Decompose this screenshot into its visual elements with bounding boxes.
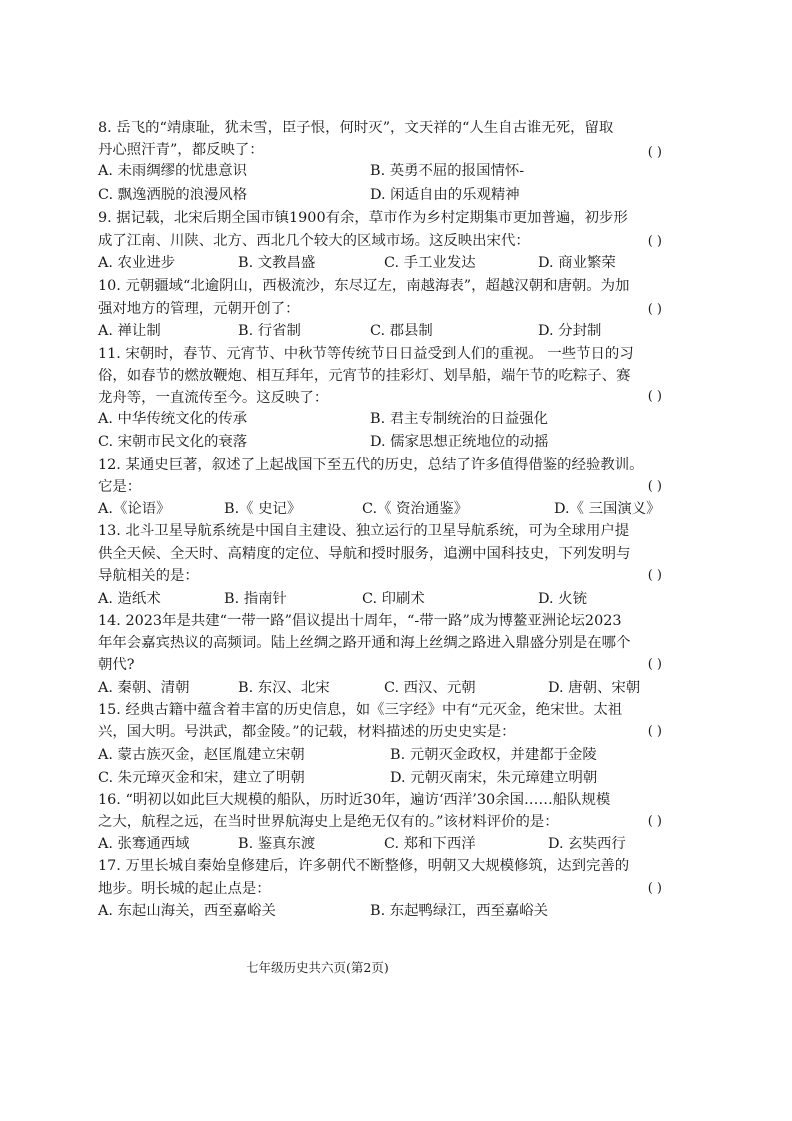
option-c: C. 郡县制 — [370, 323, 433, 339]
answer-parentheses: ( ) — [647, 302, 662, 317]
option-c: C. 手工业发达 — [384, 255, 476, 271]
option-a: A.《论语》 — [98, 501, 171, 517]
option-a: A. 张骞通西域 — [98, 836, 190, 852]
option-a: A. 东起山海关，西至嘉峪关 — [98, 903, 276, 919]
question-text-line: 之大，航程之远，在当时世界航海史上是绝无仅有的。”该材料评价的是： — [98, 814, 559, 830]
option-a: A. 中华传统文化的传承 — [98, 411, 248, 427]
question-text-line: 俗，如春节的燃放鞭炮、相互拜年，元宵节的挂彩灯、划旱船，端午节的吃粽子、赛 — [98, 368, 631, 384]
question-text-line: 17. 万里长城自秦始皇修建后，许多朝代不断整修，明朝又大规模修筑，达到完善的 — [98, 858, 630, 874]
question-text-line: 16. “明初以如此巨大规模的船队，历时近30年，遍访‘西洋’30余国……船队规模 — [98, 792, 611, 808]
option-d: D.《 三国演义》 — [554, 501, 661, 517]
option-c: C. 宋朝市民文化的衰落 — [98, 434, 248, 450]
option-c: C. 印刷术 — [362, 591, 425, 607]
option-a: A. 未雨绸缪的忧患意识 — [98, 163, 248, 179]
answer-parentheses: ( ) — [647, 234, 662, 249]
option-c: C. 朱元璋灭金和宋，建立了明朝 — [98, 770, 305, 786]
question-text-line: 朝代? — [98, 657, 135, 673]
question-text-line: 兴，国大明。号洪武，都金陵。”的记载，材料描述的历史史实是： — [98, 724, 516, 740]
option-b: B. 东起鸭绿江，西至嘉峪关 — [370, 903, 549, 919]
option-b: B. 鉴真东渡 — [238, 836, 316, 852]
option-b: B. 君主专制统治的日益强化 — [370, 411, 549, 427]
question-text-line: 14. 2023年是共建“一带一路”倡议提出十周年，“-带一路”成为博鳌亚洲论坛2023 — [98, 613, 622, 629]
question-text-line: 10. 元朝疆域“北逾阴山，西极流沙，东尽辽左，南越海表”，超越汉朝和唐朝。为加 — [98, 278, 630, 294]
question-text-line: 年年会嘉宾热议的高频词。陆上丝绸之路开通和海上丝绸之路进入鼎盛分别是在哪个 — [98, 635, 631, 651]
question-text-line: 13. 北斗卫星导航系统是中国自主建设、独立运行的卫星导航系统，可为全球用户提 — [98, 523, 630, 539]
option-d: D. 玄奘西行 — [548, 836, 626, 852]
question-text-line: 9. 据记载，北宋后期全国市镇1900有余，草市作为乡村定期集市更加普遍，初步形 — [98, 210, 628, 226]
option-d: D. 分封制 — [538, 323, 602, 339]
option-c: C. 西汉、元朝 — [384, 680, 476, 696]
question-text-line: 丹心照汗青”，都反映了： — [98, 142, 264, 158]
question-text-line: 地步。明长城的起止点是： — [98, 881, 271, 897]
option-d: D. 唐朝、宋朝 — [548, 680, 641, 696]
answer-parentheses: ( ) — [647, 657, 662, 672]
question-text-line: 供全天候、全天时、高精度的定位、导航和授时服务，追溯中国科技史，下列发明与 — [98, 546, 631, 562]
option-d: D. 闲适自由的乐观精神 — [370, 187, 520, 203]
option-a: A. 蒙古族灭金，赵匡胤建立宋朝 — [98, 747, 305, 763]
option-b: B. 行省制 — [238, 323, 301, 339]
answer-parentheses: ( ) — [647, 145, 662, 160]
question-text-line: 龙舟等，一直流传至今。这反映了： — [98, 390, 329, 406]
answer-parentheses: ( ) — [647, 389, 662, 404]
option-a: A. 秦朝、清朝 — [98, 680, 190, 696]
option-d: D. 火铳 — [538, 591, 587, 607]
option-b: B. 英勇不屈的报国情怀- — [370, 163, 525, 179]
option-a: A. 禅让制 — [98, 323, 161, 339]
option-d: D. 儒家思想正统地位的动摇 — [370, 434, 549, 450]
option-a: A. 造纸术 — [98, 591, 161, 607]
answer-parentheses: ( ) — [647, 814, 662, 829]
answer-parentheses: ( ) — [647, 881, 662, 896]
option-c: C. 郑和下西洋 — [384, 836, 476, 852]
question-text-line: 成了江南、川陕、北方、西北几个较大的区域市场。这反映出宋代： — [98, 233, 530, 249]
option-c: C.《 资治通鉴》 — [362, 501, 468, 517]
option-a: A. 农业进步 — [98, 255, 176, 271]
answer-parentheses: ( ) — [647, 479, 662, 494]
option-d: D. 元朝灭南宋，朱元璋建立明朝 — [390, 770, 598, 786]
question-text-line: 它是： — [98, 479, 142, 495]
answer-parentheses: ( ) — [647, 568, 662, 583]
option-d: D. 商业繁荣 — [538, 255, 616, 271]
option-b: B. 文教昌盛 — [238, 255, 316, 271]
question-text-line: 8. 岳飞的“靖康耻，犹未雪，臣子恨，何时灭”，文天祥的“人生自古谁无死，留取 — [98, 120, 614, 136]
option-c: C. 飘逸洒脱的浪漫风格 — [98, 187, 248, 203]
option-b: B. 元朝灭金政权，并建都于金陵 — [390, 747, 597, 763]
question-text-line: 15. 经典古籍中蕴含着丰富的历史信息，如《三字经》中有“元灭金，绝宋世。太祖 — [98, 702, 623, 718]
answer-parentheses: ( ) — [647, 724, 662, 739]
question-text-line: 导航相关的是： — [98, 568, 199, 584]
option-b: B. 指南针 — [224, 591, 287, 607]
option-b: B. 东汉、北宋 — [238, 680, 330, 696]
page-footer: 七年级历史共六页(第2页) — [246, 960, 389, 975]
question-text-line: 强对地方的管理，元朝开创了： — [98, 301, 300, 317]
option-b: B.《 史记》 — [224, 501, 302, 517]
question-text-line: 12. 某通史巨著，叙述了上起战国下至五代的历史，总结了许多值得借鉴的经验教训。 — [98, 457, 644, 473]
question-text-line: 11. 宋朝时，春节、元宵节、中秋节等传统节日日益受到人们的重视。 一些节日的习 — [98, 346, 634, 362]
